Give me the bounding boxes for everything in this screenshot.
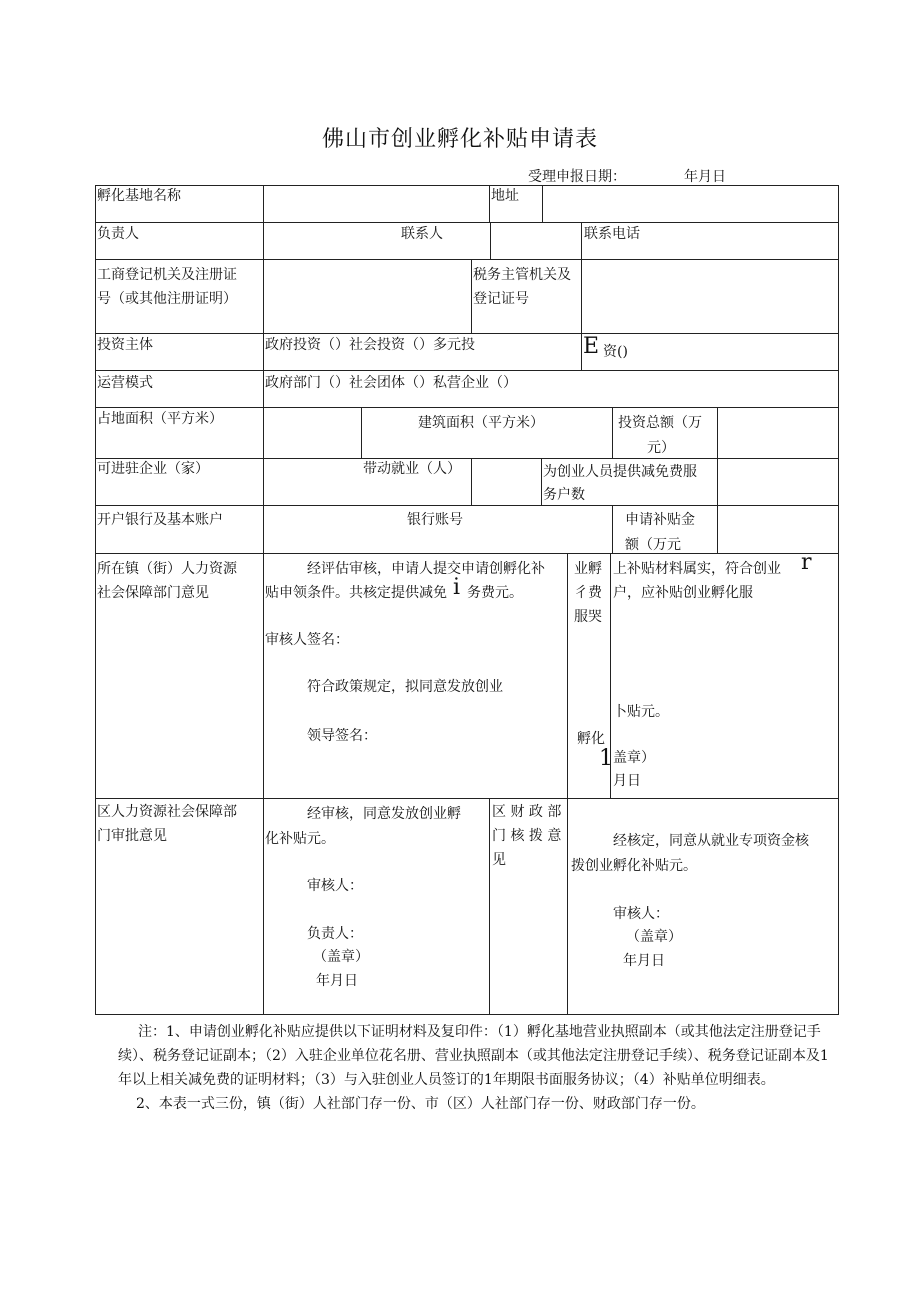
person-in-charge-label: 负责人 bbox=[97, 226, 139, 242]
land-area-label: 占地面积（平方米） bbox=[97, 411, 223, 427]
building-area-label: 建筑面积（平方米） bbox=[418, 415, 544, 431]
town-reviewer-signature: 审核人签名： bbox=[265, 632, 349, 648]
employment-label: 带动就业（人） bbox=[363, 461, 461, 477]
notes-section bbox=[118, 1020, 840, 1116]
note-1: 注：1、申请创业孵化补贴应提供以下证明材料及复印件：（1）孵化基地营业执照副本（或其他法定注册登记手续）、税务登记证副本；（2）入驻企业单位花名册、营业执照副本（或其他法定注册登记手续）、税务登记证副本及1年以上相关减免费的证明材料；（3）与入驻创业人员签订的1年期限书面服务协议；（4）补贴单位明细表。 bbox=[118, 1024, 829, 1088]
note-2: 2、本表一式三份，镇（街）人社部门存一份、市（区）人社部门存一份、财政部门存一份。 bbox=[136, 1096, 705, 1112]
town-mid-one: 1 bbox=[599, 746, 613, 771]
town-right-line1: 上补贴材料属实，符合创业 bbox=[613, 561, 781, 577]
free-service-label-line1: 为创业人员提供减免费服 bbox=[543, 464, 697, 480]
district-date: 年月日 bbox=[316, 973, 358, 989]
finance-reviewer: 审核人： bbox=[613, 906, 669, 922]
town-opinion-label-line2: 社会保障部门意见 bbox=[97, 585, 209, 601]
town-mid-bottom: 孵化 bbox=[577, 731, 605, 747]
contact-label: 联系人 bbox=[401, 226, 443, 242]
investor-label: 投资主体 bbox=[97, 337, 153, 353]
district-opinion-body-line2: 化补贴元。 bbox=[265, 831, 335, 847]
enterprises-label: 可进驻企业（家） bbox=[97, 461, 209, 477]
district-chief: 负责人： bbox=[307, 926, 363, 942]
registration-label-line1: 工商登记机关及注册证 bbox=[97, 267, 237, 283]
town-mid-line2: 彳费 bbox=[574, 585, 602, 601]
town-opinion-body-line2a: 贴申领条件。共核定提供减免 bbox=[265, 585, 447, 601]
investment-label-line1: 投资总额（万 bbox=[618, 415, 702, 431]
town-opinion-body-line1: 经评估审核，申请人提交申请创孵化补 bbox=[307, 561, 545, 577]
district-opinion-label-line2: 门审批意见 bbox=[97, 828, 167, 844]
town-policy-statement: 符合政策规定，拟同意发放创业 bbox=[307, 679, 503, 695]
town-opinion-stray-mark: i bbox=[453, 575, 461, 600]
page-title: 佛山市创业孵化补贴申请表 bbox=[321, 127, 598, 152]
subsidy-amount-label-line1: 申请补贴金 bbox=[625, 512, 695, 528]
registration-label-line2: 号（或其他注册证明） bbox=[97, 291, 237, 307]
base-name-label: 孵化基地名称 bbox=[97, 188, 181, 204]
application-form-table bbox=[95, 185, 839, 1015]
town-right-date: 月日 bbox=[613, 773, 641, 789]
finance-seal: （盖章） bbox=[626, 929, 682, 945]
district-opinion-label-line1: 区人力资源社会保障部 bbox=[97, 804, 237, 820]
district-seal: （盖章） bbox=[313, 949, 369, 965]
finance-opinion-body-line1: 经核定，同意从就业专项资金核 bbox=[613, 833, 809, 849]
town-opinion-label-line1: 所在镇（街）人力资源 bbox=[97, 561, 237, 577]
town-right-line2: 户，应补贴创业孵化服 bbox=[613, 585, 753, 601]
district-opinion-body-line1: 经审核，同意发放创业孵 bbox=[307, 806, 461, 822]
finance-opinion-label-line3: 见 bbox=[492, 852, 506, 868]
town-leader-signature: 领导签名： bbox=[307, 728, 377, 744]
investor-tail: 资() bbox=[603, 344, 628, 360]
town-right-seal: 盖章） bbox=[613, 750, 655, 766]
finance-date: 年月日 bbox=[623, 953, 665, 969]
bank-label: 开户银行及基本账户 bbox=[97, 512, 223, 528]
subsidy-amount-label-line2: 额（万元 bbox=[625, 537, 681, 553]
operation-options: 政府部门（）社会团体（）私营企业（） bbox=[265, 375, 517, 391]
town-right-subsidy: 卜贴元。 bbox=[613, 704, 669, 720]
town-opinion-body-line2b: 务费元。 bbox=[467, 585, 523, 601]
date-label: 受理申报日期： bbox=[528, 169, 626, 185]
phone-label: 联系电话 bbox=[584, 226, 640, 242]
tax-label-line1: 税务主管机关及 bbox=[473, 267, 571, 283]
district-reviewer: 审核人： bbox=[307, 878, 363, 894]
operation-label: 运营模式 bbox=[97, 375, 153, 391]
town-right-stray-mark: r bbox=[801, 550, 812, 575]
bank-account-label: 银行账号 bbox=[407, 512, 463, 528]
investor-options: 政府投资（）社会投资（）多元投 bbox=[265, 337, 475, 353]
finance-opinion-label-line1: 区 财 政 部 bbox=[492, 804, 562, 820]
tax-label-line2: 登记证号 bbox=[473, 291, 529, 307]
investor-e-mark: E bbox=[583, 334, 600, 359]
date-suffix: 年月日 bbox=[684, 169, 726, 185]
investment-label-line2: 元） bbox=[647, 440, 675, 456]
free-service-label-line2: 务户数 bbox=[543, 487, 585, 503]
finance-opinion-label-line2: 门 核 拨 意 bbox=[492, 828, 562, 844]
town-mid-line3: 服哭 bbox=[574, 609, 602, 625]
finance-opinion-body-line2: 拨创业孵化补贴元。 bbox=[571, 858, 697, 874]
town-mid-line1: 业孵 bbox=[574, 561, 602, 577]
address-label: 地址 bbox=[491, 188, 519, 204]
